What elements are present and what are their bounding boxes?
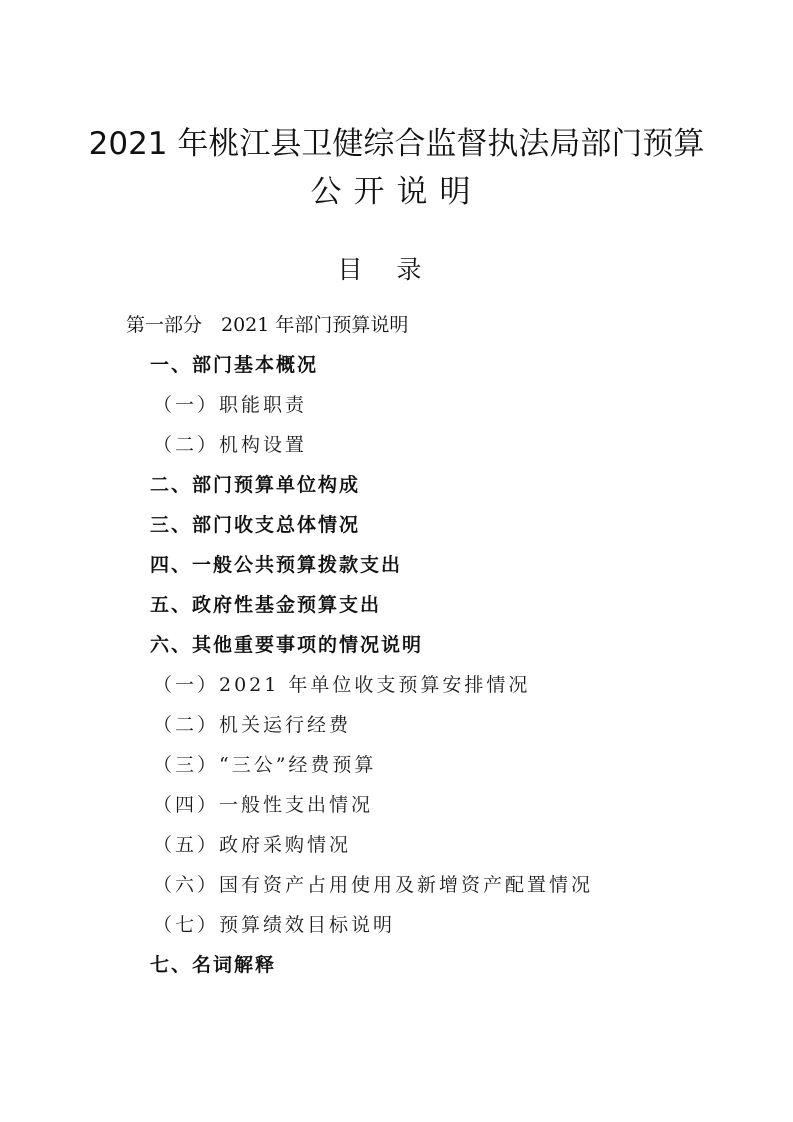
- toc-section-4: 四、一般公共预算拨款支出: [150, 554, 403, 576]
- toc-heading: 目录: [337, 255, 456, 284]
- toc-subsection-6-4: （四）一般性支出情况: [153, 794, 374, 816]
- toc-subsection-6-3: （三）“三公”经费预算: [153, 754, 377, 776]
- document-subtitle: 公开说明: [310, 174, 483, 210]
- toc-section-7: 七、名词解释: [150, 954, 277, 976]
- toc-section-3: 三、部门收支总体情况: [150, 514, 361, 536]
- toc-section-1: 一、部门基本概况: [150, 354, 319, 376]
- toc-part-1: 第一部分 2021 年部门预算说明: [126, 314, 409, 336]
- toc-section-6: 六、其他重要事项的情况说明: [150, 634, 424, 656]
- toc-subsection-1-2: （二）机构设置: [153, 434, 308, 456]
- toc-subsection-1-1: （一）职能职责: [153, 394, 308, 416]
- toc-subsection-6-7: （七）预算绩效目标说明: [153, 914, 396, 936]
- document-title: 2021 年桃江县卫健综合监督执法局部门预算: [88, 126, 705, 162]
- toc-subsection-6-1: （一）2021 年单位收支预算安排情况: [153, 674, 531, 696]
- toc-subsection-6-6: （六）国有资产占用使用及新增资产配置情况: [153, 874, 594, 896]
- toc-subsection-6-2: （二）机关运行经费: [153, 714, 352, 736]
- toc-section-2: 二、部门预算单位构成: [150, 474, 361, 496]
- toc-section-5: 五、政府性基金预算支出: [150, 594, 382, 616]
- toc-subsection-6-5: （五）政府采购情况: [153, 834, 352, 856]
